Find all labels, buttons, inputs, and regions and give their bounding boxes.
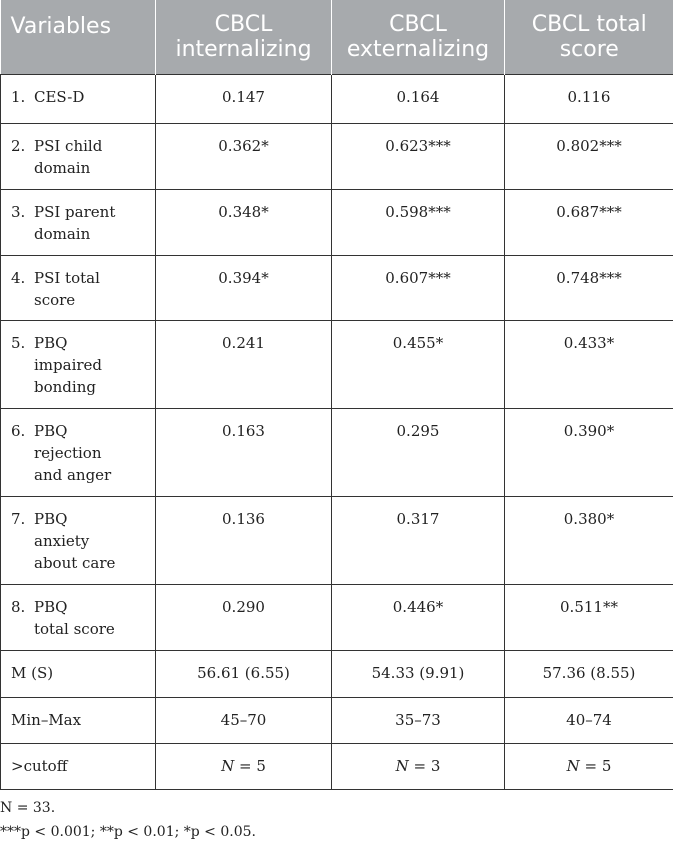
- variable-label: CES-D: [34, 87, 85, 106]
- total-cell: 0.116: [505, 74, 673, 123]
- variable-cell: [1, 584, 156, 650]
- row-number: 3.: [11, 202, 26, 221]
- sample-size-note: N = 33.: [0, 800, 56, 816]
- table-row: [1, 496, 673, 584]
- variable-label: PBQ rejection and anger: [34, 421, 112, 484]
- table-row: [1, 584, 673, 650]
- table-row: [1, 697, 673, 743]
- n-value: = 3: [408, 756, 441, 775]
- externalizing-cell: 35–73: [332, 697, 505, 743]
- externalizing-cell: 0.164: [332, 74, 505, 123]
- total-cell: 57.36 (8.55): [505, 650, 673, 697]
- table-row: [1, 123, 673, 189]
- table-row: [1, 74, 673, 123]
- variable-cell: [1, 320, 156, 408]
- total-cell: 40–74: [505, 697, 673, 743]
- n-symbol: N: [395, 756, 409, 775]
- n-symbol: N: [566, 756, 580, 775]
- total-cell: 0.380*: [505, 496, 673, 584]
- header-cbcl-internalizing: [156, 0, 332, 74]
- externalizing-cell: 0.455*: [332, 320, 505, 408]
- header-line: score: [559, 36, 619, 62]
- table-row: [1, 743, 673, 789]
- header-row: [1, 0, 673, 74]
- table-row: [1, 320, 673, 408]
- total-cell: [505, 743, 673, 789]
- internalizing-cell: 0.147: [156, 74, 332, 123]
- variable-label: PBQ impaired bonding: [34, 333, 103, 396]
- externalizing-cell: 0.598***: [332, 189, 505, 255]
- externalizing-cell: 0.607***: [332, 255, 505, 320]
- summary-label-cell: Min–Max: [1, 697, 156, 743]
- externalizing-cell: [332, 743, 505, 789]
- variable-cell: [1, 74, 156, 123]
- row-number: 2.: [11, 136, 26, 155]
- n-value: = 5: [234, 756, 266, 775]
- variable-cell: [1, 496, 156, 584]
- row-number: 4.: [11, 268, 26, 287]
- table-row: [1, 255, 673, 320]
- table-row: [1, 408, 673, 496]
- internalizing-cell: [156, 743, 332, 789]
- internalizing-cell: 0.348*: [156, 189, 332, 255]
- total-cell: 0.390*: [505, 408, 673, 496]
- variable-label: PBQ anxiety about care: [34, 509, 116, 572]
- summary-label-cell: >cutoff: [1, 743, 156, 789]
- internalizing-cell: 0.163: [156, 408, 332, 496]
- variable-label: PBQ total score: [34, 597, 115, 638]
- n-symbol: N: [221, 756, 235, 775]
- internalizing-cell: 56.61 (6.55): [156, 650, 332, 697]
- internalizing-cell: 0.394*: [156, 255, 332, 320]
- header-cbcl-externalizing: [332, 0, 505, 74]
- header-line: externalizing: [346, 36, 490, 62]
- internalizing-cell: 0.136: [156, 496, 332, 584]
- internalizing-cell: 0.241: [156, 320, 332, 408]
- variable-cell: [1, 408, 156, 496]
- variable-label: PSI child domain: [34, 136, 103, 177]
- variable-label: PSI total score: [34, 268, 100, 309]
- variable-cell: [1, 255, 156, 320]
- header-line: CBCL total: [531, 11, 647, 37]
- internalizing-cell: 0.362*: [156, 123, 332, 189]
- variable-cell: [1, 123, 156, 189]
- total-cell: 0.802***: [505, 123, 673, 189]
- externalizing-cell: 0.446*: [332, 584, 505, 650]
- header-variables: [1, 0, 156, 74]
- externalizing-cell: 0.623***: [332, 123, 505, 189]
- internalizing-cell: 45–70: [156, 697, 332, 743]
- row-number: 7.: [11, 509, 26, 528]
- header-line: CBCL: [214, 11, 273, 37]
- internalizing-cell: 0.290: [156, 584, 332, 650]
- total-cell: 0.748***: [505, 255, 673, 320]
- total-cell: 0.433*: [505, 320, 673, 408]
- variable-cell: [1, 189, 156, 255]
- variable-label: PSI parent domain: [34, 202, 116, 243]
- row-number: 5.: [11, 333, 26, 352]
- total-cell: 0.511**: [505, 584, 673, 650]
- row-number: 1.: [11, 87, 26, 106]
- total-cell: 0.687***: [505, 189, 673, 255]
- table-row: [1, 650, 673, 697]
- table-notes: [0, 796, 256, 844]
- header-line: internalizing: [175, 36, 312, 62]
- header-cbcl-total-score: [505, 0, 673, 74]
- externalizing-cell: 0.295: [332, 408, 505, 496]
- table-row: [1, 189, 673, 255]
- summary-label-cell: M (S): [1, 650, 156, 697]
- n-value: = 5: [579, 756, 612, 775]
- significance-note: ***p < 0.001; **p < 0.01; *p < 0.05.: [0, 824, 256, 840]
- externalizing-cell: 0.317: [332, 496, 505, 584]
- externalizing-cell: 54.33 (9.91): [332, 650, 505, 697]
- header-line: CBCL: [389, 11, 447, 37]
- row-number: 8.: [11, 597, 26, 616]
- row-number: 6.: [11, 421, 26, 440]
- header-variables-label: Variables: [10, 14, 112, 39]
